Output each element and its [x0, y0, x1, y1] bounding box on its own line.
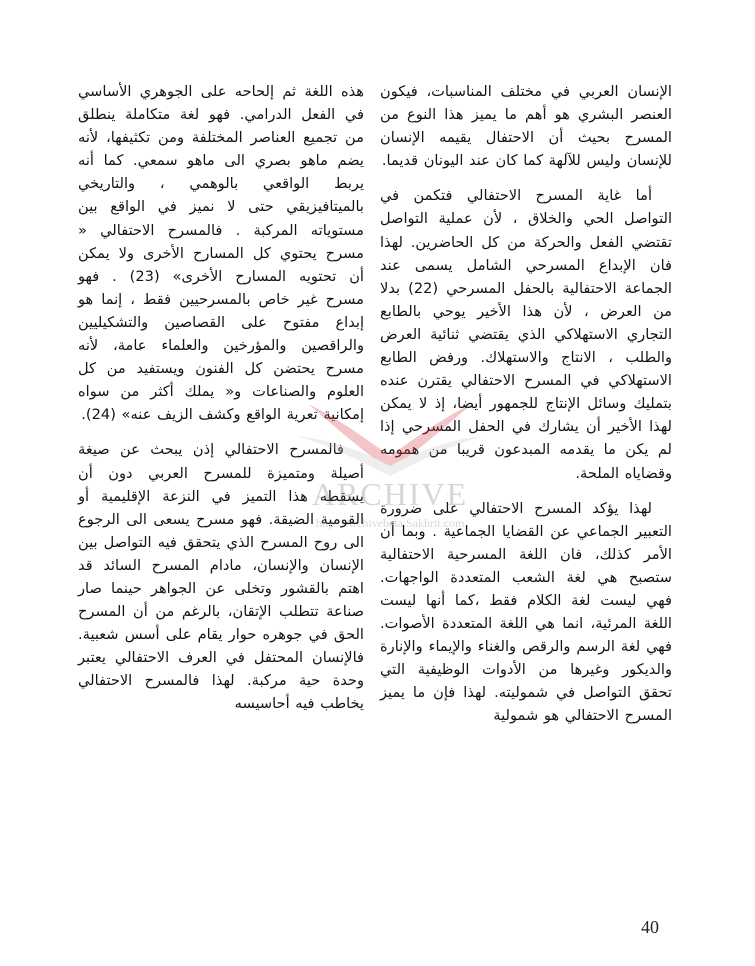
page-number: 40	[641, 917, 659, 937]
right-text-column	[380, 80, 672, 728]
watermark-url: http://Archivebeta.Sakhrit.com	[315, 516, 465, 530]
paragraph: الإنسان العربي في مختلف المناسبات، فيكون العنصر البشري هو أهم ما يميز هذا النوع من المسرح بحيث أن الاحتفال يقيمه الإنسان للإنسان وليس للآلهة كما كان عند اليونان قديما.	[380, 83, 672, 170]
left-text-column	[78, 80, 364, 716]
paragraph: لهذا يؤكد المسرح الاحتفالي على ضرورة التعبير الجماعي عن القضايا الجماعية . وبما أن الأمر كذلك، فان اللغة المسرحية الاحتفالية ستصبح هي لغة الشعب المتعددة الواجهات. فهي ليست لغة الكلام فقط ،كما أنها ليست اللغة المرئية، انما هي اللغة المتعددة الأصوات. فهي لغة الرسم والرقص والغناء والإيماء والإنارة والديكور وغيرها من الأدوات الوظيفية التي تحقق التواصل في شموليته. لهذا فإن ما يميز المسرح الاحتفالي هو شمولية	[380, 499, 672, 725]
paragraph: هذه اللغة ثم إلحاحه على الجوهري الأساسي في الفعل الدرامي. فهو لغة متكاملة ينطلق من تجميع العناصر المختلفة ومن تكثيفها، لأنه يضم ماهو بصري الى ماهو سمعي. كما أنه يربط الواقعي بالوهمي ، والتاريخي بالميتافيزيقي حتى لا نميز في الواقع بين مستوياته المركبة . فالمسرح الاحتفالي « مسرح يحتوي كل المسارح الأخرى ولا يمكن أن تحتويه المسارح الأخرى» (23) . فهو مسرح غير خاص بالمسرحيين فقط ، إنما هو إبداع مفتوح على القصاصين والتشكيليين والراقصين والمؤرخين والعلماء عامة، لأنه مسرح يحتضن كل الفنون ويستفيد من كل العلوم والصناعات و« يملك أكثر من سواه إمكانية تعرية الواقع وكشف الزيف عنه» (24).	[78, 83, 364, 424]
paragraph: أما غاية المسرح الاحتفالي فتكمن في التواصل الحي والخلاق ، لأن عملية التواصل تقتضي الفعل والحركة من كل الحاضرين. لهذا فان الإبداع المسرحي الشامل يسمى عند الجماعة الاحتفالية بالحفل المسرحي (22) بدلا من العرض ، لأن هذا الأخير يوحي بالطابع التجاري الاستهلاكي الذي يقتضي ثنائية العرض والطلب ، الانتاج والاستهلاك. ورفض الطابع الاستهلاكي في المسرح الاحتفالي يقترن عنده بتمليك وسائل الإنتاج للجمهور أيضا، إذ لا يمكن لهذا الأخير أن يشارك في الحفل المسرحي إذا لم يكن ما يقدمه المبدعون قريبا من همومه وقضاياه الملحة.	[380, 187, 672, 482]
watermark-logo-text: ARCHIVE	[311, 476, 469, 512]
paragraph: فالمسرح الاحتفالي إذن يبحث عن صيغة أصيلة ومتميزة للمسرح العربي دون أن يسقطه هذا التميز في النزعة الإقليمية أو القومية الضيقة. فهو مسرح يسعى الى الرجوع الى روح المسرح الذي يتحقق فيه التواصل بين الإنسان والإنسان، مادام المسرح السائد قد اهتم بالقشور وتخلى عن الجواهر حينما صار صناعة تتطلب الإتقان، بالرغم من أن المسرح الحق في جوهره حوار يقام على أسس شعبية. فالإنسان المحتفل في العرف الاحتفالي يعتبر وحدة حية مركبة. لهذا فالمسرح الاحتفالي يخاطب فيه أحاسيسه	[78, 441, 364, 713]
